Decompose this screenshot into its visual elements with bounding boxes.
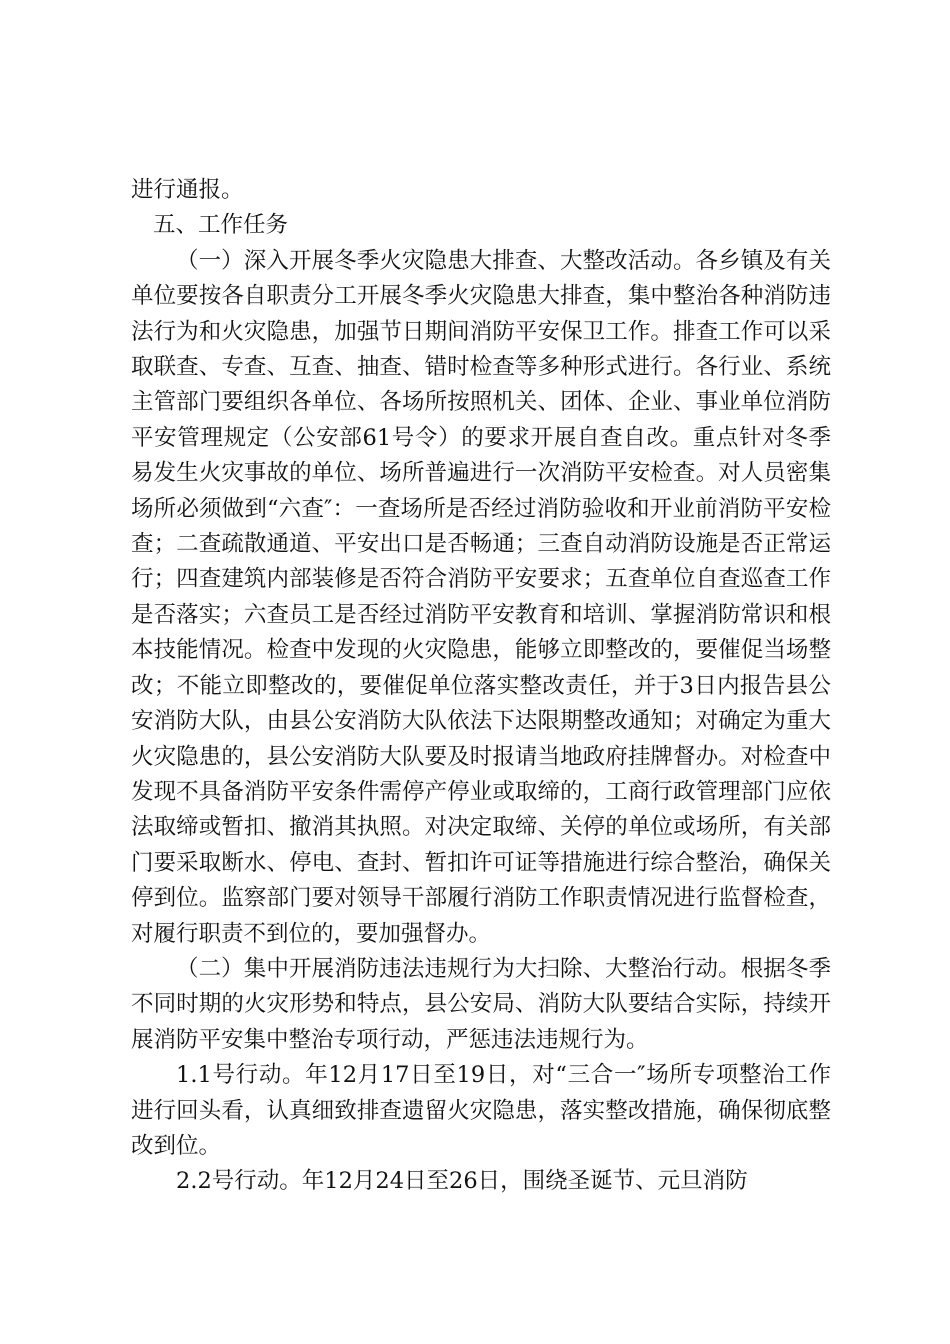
paragraph-action-2: 2.2号行动。年12月24日至26日，围绕圣诞节、元旦消防: [176, 1168, 748, 1195]
paragraph-winter-hazard-inspection: （一）深入开展冬季火灾隐患大排查、大整改活动。各乡镇及有关单位要按各自职责分工开展冬季火灾隐患大排查，集中整治各种消防违法行为和火灾隐患，加强节日期间消防平安保卫工作。排查工作可以采取联查、专查、互查、抽查、错时检查等多种形式进行。各行业、系统主管部门要组织各单位、各场所按照机关、团体、企业、事业单位消防平安管理规定（公安部61号令）的要求开展自查自改。重点针对冬季易发生火灾事故的单位、场所普遍进行一次消防平安检查。对人员密集场所必须做到“六查″：一查场所是否经过消防验收和开业前消防平安检查；二查疏散通道、平安出口是否畅通；三查自动消防设施是否正常运行；四查建筑内部装修是否符合消防平安要求；五查单位自查巡查工作是否落实；六查员工是否经过消防平安教育和培训、掌握消防常识和根本技能情况。检查中发现的火灾隐患，能够立即整改的，要催促当场整改；不能立即整改的，要催促单位落实整改责任，并于3日内报告县公安消防大队，由县公安消防大队依法下达限期整改通知；对确定为重大火灾隐患的，县公安消防大队要及时报请当地政府挂牌督办。对检查中发现不具备消防平安条件需停产停业或取缔的，工商行政管理部门应依法取缔或暂扣、撤消其执照。对决定取缔、关停的单位或场所，有关部门要采取断水、停电、查封、暂扣许可证等措施进行综合整治，确保关停到位。监察部门要对领导干部履行消防工作职责情况进行监督检查，对履行职责不到位的，要加强督办。: [131, 247, 831, 947]
paragraph-action-1: 1.1号行动。年12月17日至19日，对“三合一″场所专项整治工作进行回头看，认真细致排查遗留火灾隐患，落实整改措施，确保彻底整改到位。: [131, 1062, 831, 1159]
paragraph-violation-cleanup: （二）集中开展消防违法违规行为大扫除、大整治行动。根据冬季不同时期的火灾形势和特点，县公安局、消防大队要结合实际，持续开展消防平安集中整治专项行动，严惩违法违规行为。: [131, 955, 831, 1053]
section-heading-work-tasks: 五、工作任务: [153, 212, 289, 239]
document-body: [131, 173, 831, 1200]
paragraph-report-end: 进行通报。: [131, 177, 244, 203]
